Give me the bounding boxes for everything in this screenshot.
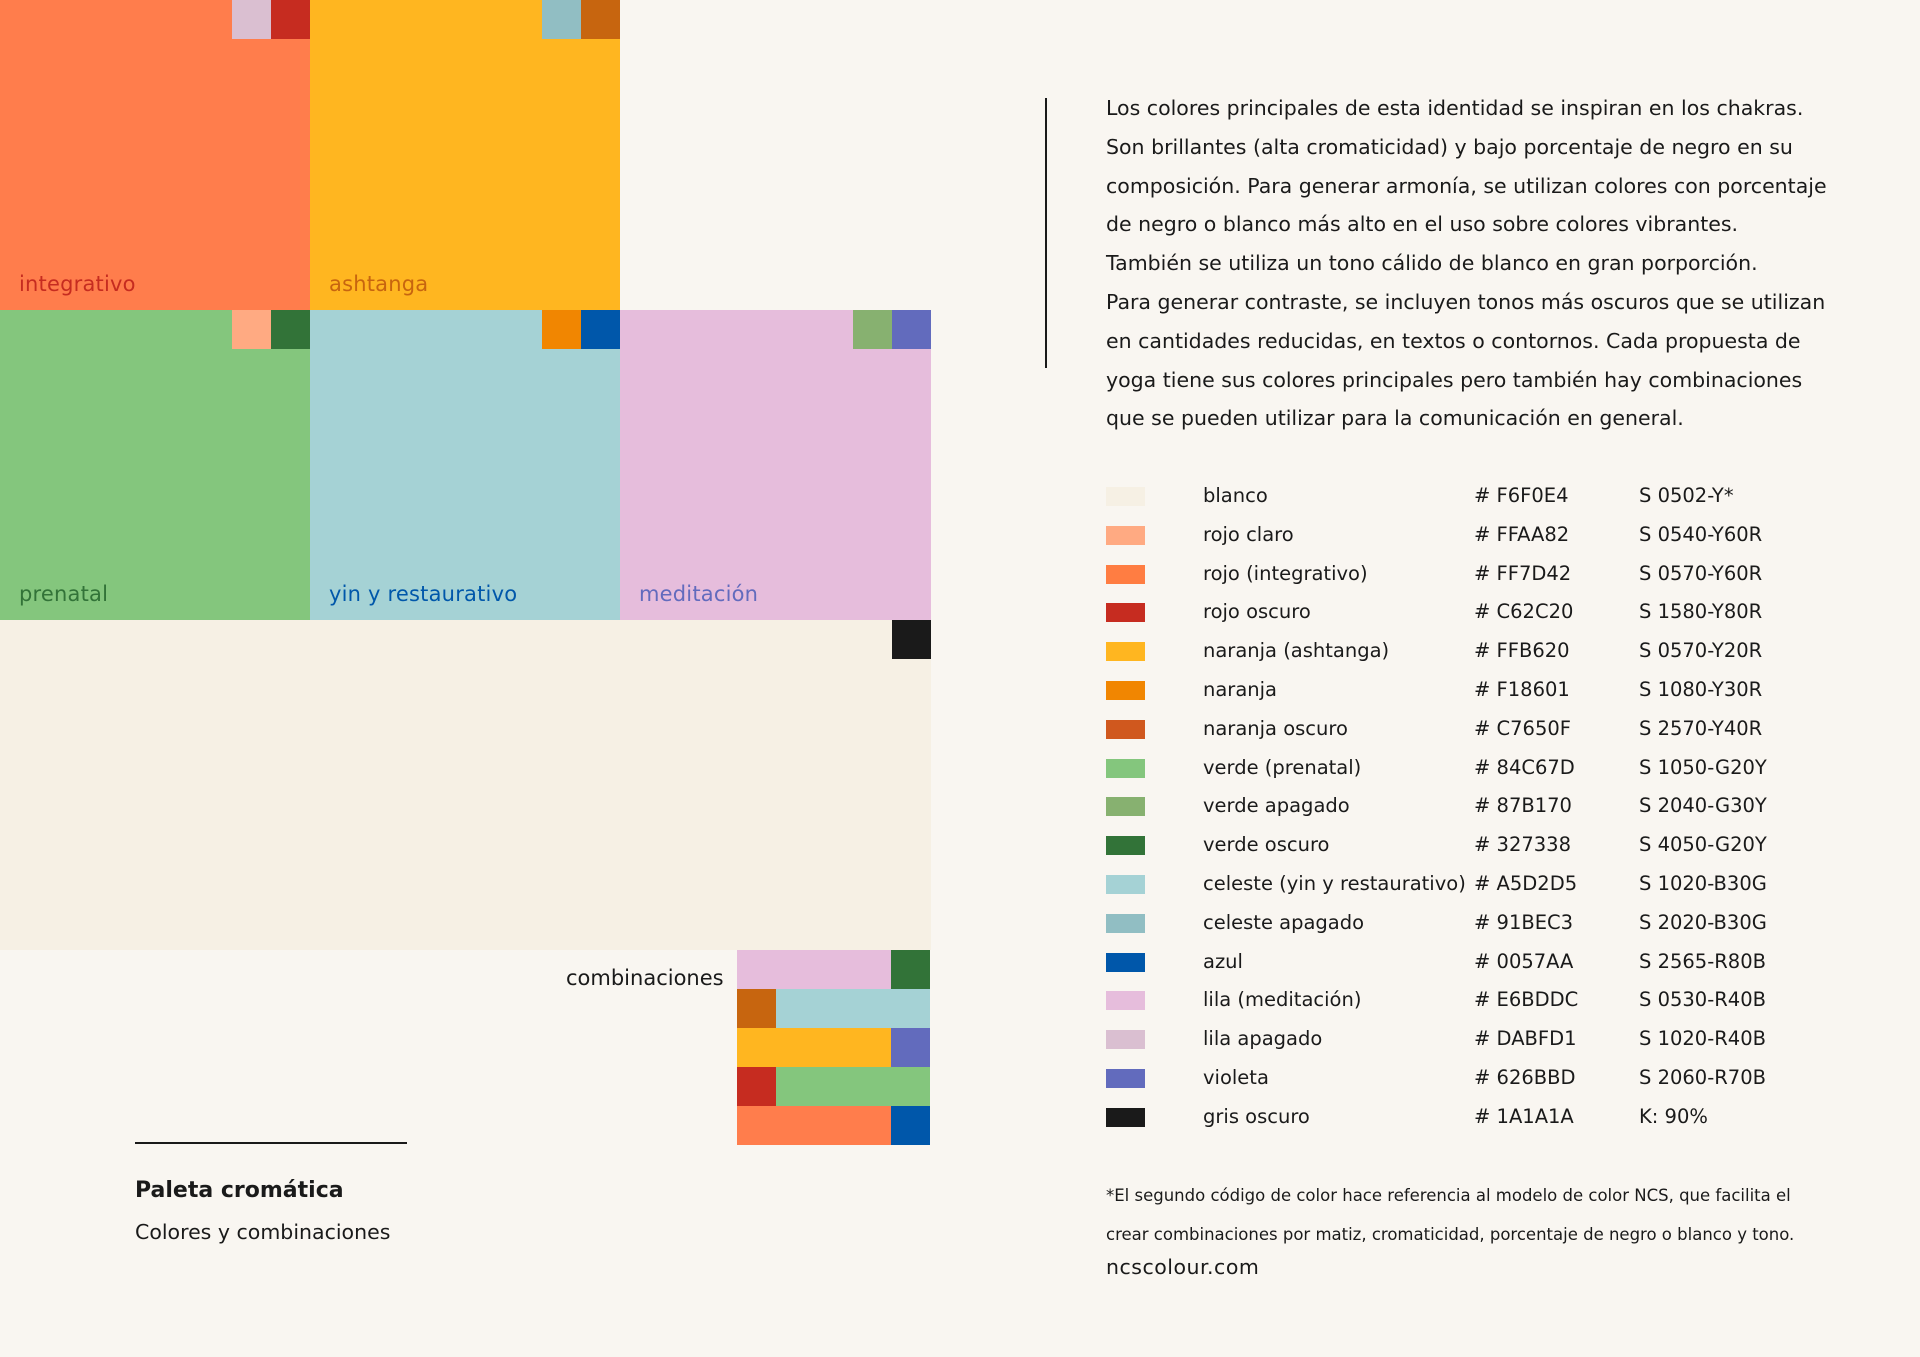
colour-hex: # FFAA82 [1474, 522, 1570, 546]
colour-name: verde oscuro [1203, 833, 1330, 857]
colour-hex: # 0057AA [1474, 949, 1574, 973]
colour-hex: # 84C67D [1474, 755, 1575, 779]
block-label-integrativo: integrativo [19, 272, 136, 296]
colour-hex: # 1A1A1A [1474, 1104, 1574, 1128]
chip-rojo-claro [232, 310, 271, 349]
block-integrativo [0, 0, 310, 310]
colour-ncs: S 1020-R40B [1639, 1027, 1766, 1051]
colour-hex: # F18601 [1474, 677, 1570, 701]
block-label-ashtanga: ashtanga [329, 272, 429, 296]
colour-ncs: S 0502-Y* [1639, 484, 1734, 507]
colour-swatch [1106, 1069, 1145, 1088]
combinations-label: combinaciones [566, 966, 724, 990]
combination-swatch [776, 1067, 930, 1106]
colour-ncs: S 1580-Y80R [1639, 600, 1763, 624]
colour-hex: # 327338 [1474, 833, 1571, 857]
colour-ncs: K: 90% [1639, 1104, 1708, 1128]
footnote-line: *El segundo código de color hace referencia al modelo de color NCS, que facilita el [1106, 1186, 1791, 1205]
colour-name: gris oscuro [1203, 1104, 1310, 1128]
intro-line: que se pueden utilizar para la comunicación en general. [1106, 406, 1684, 431]
colour-name: rojo (integrativo) [1203, 561, 1368, 585]
colour-ncs: S 0530-R40B [1639, 988, 1766, 1012]
colour-ncs: S 1050-G20Y [1639, 755, 1767, 779]
chip-verde-oscuro [271, 310, 310, 349]
intro-line: yoga tiene sus colores principales pero también hay combinaciones [1106, 367, 1803, 392]
colour-swatch [1106, 759, 1145, 778]
colour-swatch [1106, 487, 1145, 506]
colour-ncs: S 1080-Y30R [1639, 677, 1763, 701]
colour-hex: # C7650F [1474, 716, 1571, 740]
colour-swatch [1106, 642, 1145, 661]
colour-hex: # 91BEC3 [1474, 910, 1574, 934]
colour-name: verde apagado [1203, 794, 1350, 818]
colour-hex: # 87B170 [1474, 794, 1572, 818]
page-subtitle: Colores y combinaciones [135, 1220, 391, 1244]
colour-name: azul [1203, 949, 1243, 973]
colour-ncs: S 0570-Y60R [1639, 561, 1763, 585]
page-title: Paleta cromática [135, 1178, 344, 1203]
colour-swatch [1106, 720, 1145, 739]
colour-name: naranja oscuro [1203, 716, 1348, 740]
combination-row [737, 1028, 930, 1067]
combination-swatch [737, 950, 891, 989]
colour-name: naranja [1203, 677, 1278, 701]
intro-line: Para generar contraste, se incluyen tonos más oscuros que se utilizan [1106, 289, 1826, 314]
intro-line: Son brillantes (alta cromaticidad) y bajo porcentaje de negro en su [1106, 134, 1793, 159]
chip-verde-apagado [853, 310, 892, 349]
colour-swatch [1106, 603, 1145, 622]
ncs-footnote [1106, 1177, 1794, 1255]
intro-line: composición. Para generar armonía, se utilizan colores con porcentaje [1106, 173, 1827, 198]
block-label-yin-restaurativo: yin y restaurativo [329, 582, 518, 606]
colour-swatch [1106, 1030, 1145, 1049]
colour-name: rojo oscuro [1203, 600, 1311, 624]
colour-ncs: S 2020-B30G [1639, 910, 1767, 934]
colour-swatch [1106, 797, 1145, 816]
chip-lila-apagado [232, 0, 271, 39]
colour-hex: # FF7D42 [1474, 561, 1572, 585]
colour-swatch [1106, 526, 1145, 545]
intro-line: en cantidades reducidas, en textos o contornos. Cada propuesta de [1106, 328, 1801, 353]
colour-hex: # E6BDDC [1474, 988, 1579, 1012]
combination-swatch [737, 1028, 891, 1067]
combination-swatch [776, 989, 930, 1028]
colour-swatch [1106, 681, 1145, 700]
intro-paragraph [1106, 89, 1846, 438]
colour-hex: # F6F0E4 [1474, 484, 1569, 507]
colour-swatch [1106, 565, 1145, 584]
block-prenatal [0, 310, 310, 620]
chip-gris-oscuro [892, 620, 931, 659]
combination-swatch [737, 1106, 891, 1145]
colour-hex: # C62C20 [1474, 600, 1574, 624]
colour-name: rojo claro [1203, 522, 1294, 546]
colour-name: lila apagado [1203, 1027, 1323, 1051]
chip-naranja-oscuro [581, 0, 620, 39]
colour-swatch [1106, 953, 1145, 972]
colour-swatch [1106, 836, 1145, 855]
combination-swatch [891, 1106, 930, 1145]
combination-row [737, 1067, 930, 1106]
colour-ncs: S 0540-Y60R [1639, 522, 1763, 546]
colour-swatch [1106, 875, 1145, 894]
colour-hex: # DABFD1 [1474, 1027, 1577, 1051]
block-label-meditacion: meditación [639, 582, 759, 606]
chip-celeste-apagado [542, 0, 581, 39]
colour-ncs: S 2565-R80B [1639, 949, 1766, 973]
intro-line: Los colores principales de esta identidad se inspiran en los chakras. [1106, 96, 1804, 120]
chip-rojo-oscuro [271, 0, 310, 39]
intro-line: de negro o blanco más alto en el uso sobre colores vibrantes. [1106, 212, 1739, 237]
colour-ncs: S 2570-Y40R [1639, 716, 1763, 740]
block-ashtanga [310, 0, 620, 310]
combination-swatch [891, 950, 930, 989]
block-blanco [0, 620, 931, 950]
block-label-prenatal: prenatal [19, 582, 109, 606]
combination-row [737, 950, 930, 989]
combination-swatch [891, 1028, 930, 1067]
website-text: ncscolour.com [1106, 1255, 1260, 1279]
block-yin-restaurativo [310, 310, 620, 620]
chip-azul [581, 310, 620, 349]
block-meditacion [620, 310, 931, 620]
colour-name: lila (meditación) [1203, 988, 1362, 1012]
title-rule [135, 1142, 407, 1144]
colour-name: verde (prenatal) [1203, 755, 1362, 779]
colour-swatch [1106, 1108, 1145, 1127]
footnote-line: crear combinaciones por matiz, cromaticidad, porcentaje de negro o blanco y tono. [1106, 1224, 1795, 1244]
intro-line: También se utiliza un tono cálido de blanco en gran porporción. [1106, 251, 1758, 276]
colour-swatch [1106, 991, 1145, 1010]
colour-ncs: S 0570-Y20R [1639, 639, 1763, 663]
colour-ncs: S 1020-B30G [1639, 871, 1767, 895]
vertical-divider [1045, 98, 1047, 368]
chip-violeta [892, 310, 931, 349]
colour-swatch [1106, 914, 1145, 933]
colour-name: blanco [1203, 484, 1268, 507]
colour-hex: # FFB620 [1474, 639, 1570, 663]
colour-name: naranja (ashtanga) [1203, 639, 1390, 663]
colour-name: violeta [1203, 1065, 1269, 1089]
colour-hex: # A5D2D5 [1474, 871, 1578, 895]
combination-swatch [737, 989, 776, 1028]
colour-ncs: S 2040-G30Y [1639, 794, 1767, 818]
colour-name: celeste apagado [1203, 910, 1365, 934]
colour-ncs: S 2060-R70B [1639, 1065, 1766, 1089]
colour-ncs: S 4050-G20Y [1639, 833, 1767, 857]
colour-hex: # 626BBD [1474, 1065, 1576, 1089]
combination-row [737, 989, 930, 1028]
combination-swatch [737, 1067, 776, 1106]
colour-name: celeste (yin y restaurativo) [1203, 871, 1466, 895]
combination-row [737, 1106, 930, 1145]
chip-naranja [542, 310, 581, 349]
